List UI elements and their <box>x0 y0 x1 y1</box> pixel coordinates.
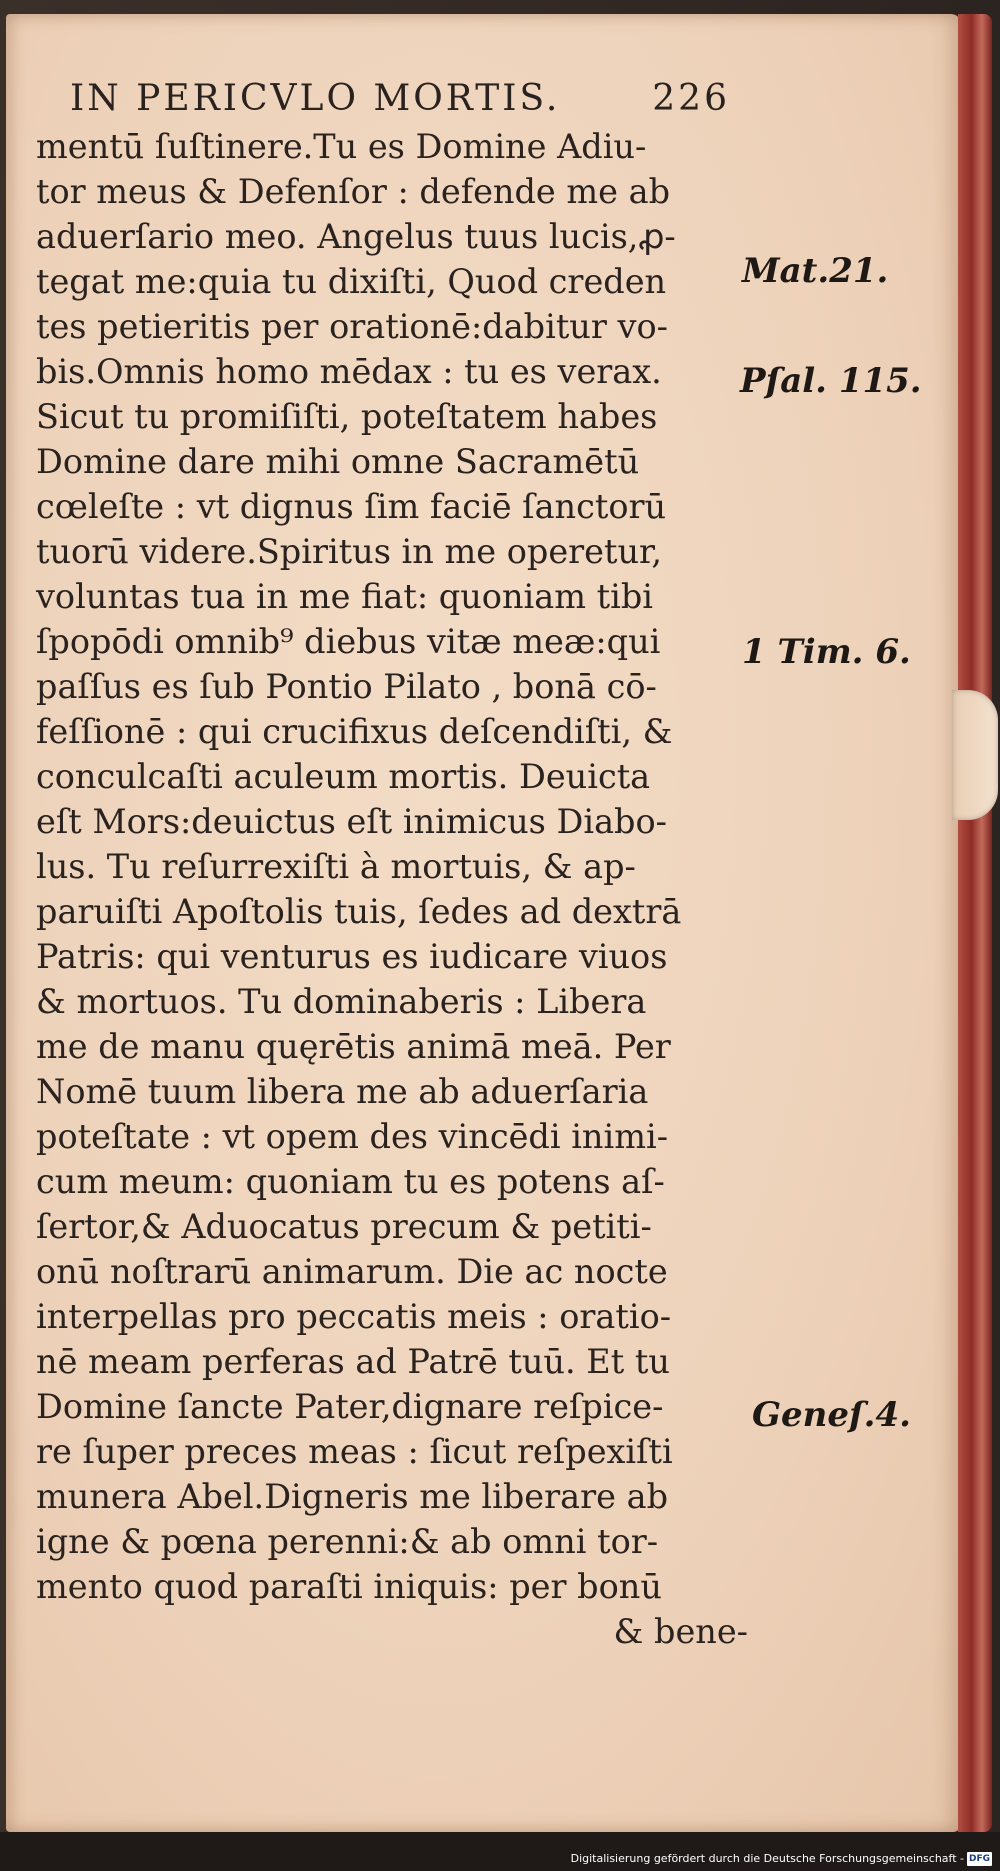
text-line: Domine ſancte Pater,dignare reſpice- <box>36 1387 664 1426</box>
text-line: nē meam perferas ad Patrē tuū. Et tu <box>36 1342 670 1381</box>
running-head <box>70 78 730 122</box>
text-line: tor meus & Defenſor : defende me ab <box>36 172 671 211</box>
text-line: munera Abel.Digneris me liberare ab <box>36 1477 669 1516</box>
marginal-note-mat: Mat.21. <box>742 251 889 291</box>
text-line: poteſtate : vt opem des vincēdi inimi- <box>36 1117 669 1156</box>
text-line: Nomē tuum libera me ab aduerſaria <box>36 1072 649 1111</box>
text-line: & mortuos. Tu dominaberis : Libera <box>36 982 647 1021</box>
text-line: Domine dare mihi omne Sacramētū <box>36 442 640 481</box>
text-line: interpellas pro peccatis meis : oratio- <box>36 1297 672 1336</box>
text-line: paſſus es ſub Pontio Pilato , bonā cō- <box>36 667 657 706</box>
text-line: onū noſtrarū animarum. Die ac nocte <box>36 1252 668 1291</box>
text-line: cœleſte : vt dignus ſim faciē ſanctorū <box>36 487 667 526</box>
credit-text: Digitalisierung gefördert durch die Deutsche Forschungsgemeinschaft - <box>570 1852 964 1865</box>
text-line: aduerſario meo. Angelus tuus lucis,ꝓ- <box>36 217 676 256</box>
text-line: cum meum: quoniam tu es potens aſ- <box>36 1162 665 1201</box>
page-edge <box>958 14 992 1832</box>
text-line: conculcaſti aculeum mortis. Deuicta <box>36 757 651 796</box>
page-tab <box>952 690 998 820</box>
text-line: lus. Tu reſurrexiſti à mortuis, & ap- <box>36 847 636 886</box>
marginal-note-psal: Pſal. 115. <box>740 361 922 401</box>
page-number: 226 <box>652 78 730 119</box>
running-head-title: IN PERICVLO MORTIS. <box>70 78 561 119</box>
text-line: ſertor,& Aduocatus precum & petiti- <box>36 1207 652 1246</box>
text-line: me de manu quęrētis animā meā. Per <box>36 1027 671 1066</box>
text-line: tuorū videre.Spiritus in me operetur, <box>36 532 663 571</box>
body-text <box>36 124 748 1654</box>
text-line: mentū ſuſtinere.Tu es Domine Adiu- <box>36 127 647 166</box>
text-line: igne & pœna perenni:& ab omni tor- <box>36 1522 659 1561</box>
marginal-note-tim: 1 Tim. 6. <box>742 632 911 672</box>
text-line: paruiſti Apoſtolis tuis, ſedes ad dextrā <box>36 892 682 931</box>
text-line: tegat me:quia tu dixiſti, Quod creden <box>36 262 667 301</box>
text-line: Sicut tu promiſiſti, poteſtatem habes <box>36 397 658 436</box>
text-line: tes petieritis per orationē:dabitur vo- <box>36 307 668 346</box>
text-line: bis.Omnis homo mēdax : tu es verax. <box>36 352 662 391</box>
text-line: eſt Mors:deuictus eſt inimicus Diabo- <box>36 802 667 841</box>
text-line: ſpopōdi omnib⁹ diebus vitæ meæ:qui <box>36 622 661 661</box>
marginal-note-genes: Geneſ.4. <box>752 1395 911 1435</box>
dfg-logo-icon: DFG <box>968 1854 990 1864</box>
text-line: mento quod paraſti iniquis: per bonū <box>36 1567 662 1606</box>
text-line: re ſuper preces meas : ſicut reſpexiſti <box>36 1432 673 1471</box>
text-line: feſſionē : qui crucifixus deſcendiſti, & <box>36 712 673 751</box>
text-line: voluntas tua in me fiat: quoniam tibi <box>36 577 653 616</box>
catchword: & bene- <box>613 1612 748 1651</box>
text-line: Patris: qui venturus es iudicare viuos <box>36 937 668 976</box>
digitization-credit <box>571 1852 992 1866</box>
